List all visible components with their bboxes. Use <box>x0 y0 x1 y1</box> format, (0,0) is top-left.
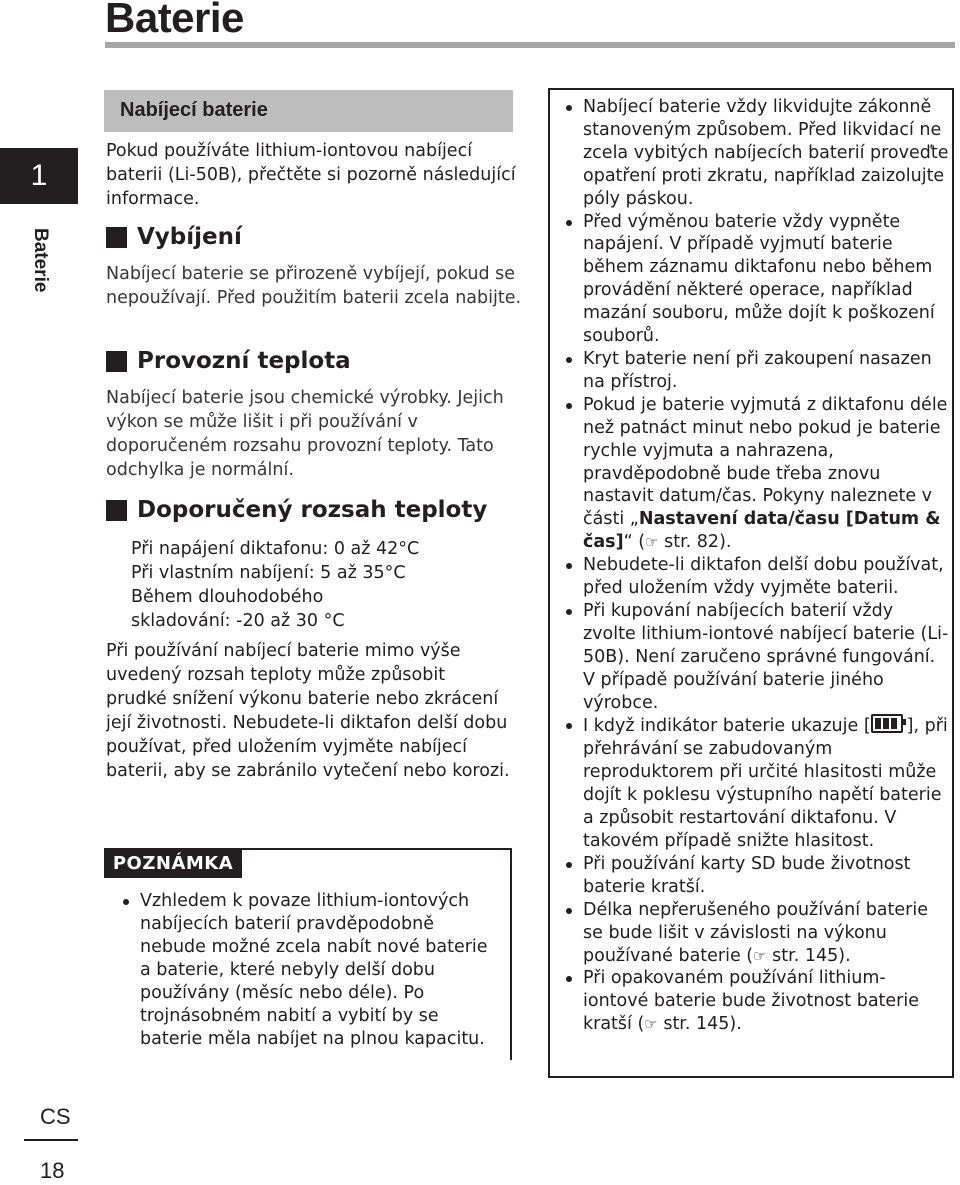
heading-recommended-range <box>106 497 487 523</box>
indicator-text-after: ], při přehrávání se zabudovaným reproduktorem při určité hlasitosti může dojít k poklesu výstupního napětí baterie a způsobit restartování diktafonu. V takovém případě snižte hlasitost. <box>583 716 948 851</box>
note-list <box>118 890 503 1051</box>
datetime-link-text: Nastavení data/času [Datum & čas] <box>583 509 941 553</box>
heading-recommended-range-text: Doporučený rozsah teploty <box>137 497 488 523</box>
range-line-charging: Při vlastním nabíjení: 5 až 35°C <box>131 563 406 583</box>
datetime-text: Pokud je baterie vyjmutá z diktafonu déle než patnáct minut nebo pokud je baterie rychle vyjmuta a nahrazena, pravděpodobně bude třeba znovu nastavit datum/čas. Pokyny naleznete v části „ <box>583 394 948 530</box>
page-reference-icon: ☞ <box>644 1015 658 1034</box>
heading-operating-temp <box>106 348 351 374</box>
page-reference-icon: ☞ <box>645 533 659 552</box>
indicator-text: I když indikátor baterie ukazuje [ <box>583 716 871 737</box>
range-line-storage-2: skladování: -20 až 30 °C <box>131 611 345 631</box>
list-item-purchase: Při kupování nabíjecích baterií vždy zvolte lithium-iontové nabíjecí baterie (Li-50B). Není zaručeno správné fungování. V případě používání baterie jiného výrobce. <box>561 600 949 715</box>
list-item-power-off: Před výměnou baterie vždy vypněte napájení. V případě vyjmutí baterie během záznamu diktafonu nebo během provádění některé operace, například mazání souboru, může dojít k poškození souborů. <box>561 211 949 348</box>
list-item-cover: Kryt baterie není při zakoupení nasazen na přístroj. <box>561 348 949 394</box>
list-item-long-storage: Nebudete-li diktafon delší dobu používat, před uložením vždy vyjměte baterii. <box>561 554 949 600</box>
section-title-bar <box>104 90 513 132</box>
duration-page-ref: str. 145). <box>772 945 851 966</box>
language-code: CS <box>40 1104 71 1129</box>
side-chapter-label: Baterie <box>30 228 51 293</box>
page-reference-icon: ☞ <box>753 946 767 965</box>
battery-full-icon <box>871 714 903 733</box>
range-warning-text: Při používání nabíjecí baterie mimo výše uvedený rozsah teploty může způsobit prudké snížení výkonu baterie nebo zkrácení její životnosti. Nebudete-li diktafon delší dobu používat, před uložením vyjměte nabíjecí baterii, aby se zabránilo vytečení nebo korozi. <box>106 641 510 781</box>
datetime-text-after: “ ( <box>623 532 646 553</box>
list-item-sd-card: Při používání karty SD bude životnost baterie kratší. <box>561 853 949 899</box>
list-item-disposal: Nabíjecí baterie vždy likvidujte zákonně stanoveným způsobem. Před likvidací ne zcela vybitých nabíjecích baterií proveďte opatření proti zkratu, například zaizolujte póly páskou. <box>561 96 949 211</box>
language-divider <box>24 1139 78 1141</box>
battery-notes-list <box>561 96 949 1036</box>
heading-operating-temp-text: Provozní teplota <box>137 348 351 374</box>
lifetime-text: Při opakovaném používání lithium-iontové baterie bude životnost baterie kratší ( <box>583 968 919 1035</box>
discharge-text: Nabíjecí baterie se přirozeně vybíjejí, pokud se nepoužívají. Před použitím baterii zcela nabijte. <box>106 264 522 308</box>
square-bullet-icon <box>106 500 127 521</box>
note-item: Vzhledem k povaze lithium-iontových nabíjecích baterií pravděpodobně nebude možné zcela nabít nové baterie a baterie, které nebyly delší dobu používány (měsíc nebo déle). Po trojnásobném nabití a vybití by se baterie měla nabíjet na plnou kapacitu. <box>118 890 503 1051</box>
datetime-page-ref: str. 82). <box>664 532 732 553</box>
title-rule <box>105 42 955 48</box>
note-label: POZNÁMKA <box>104 848 242 878</box>
square-bullet-icon <box>106 227 127 248</box>
list-item-lifetime <box>561 967 949 1036</box>
duration-text: Délka nepřerušeného používání baterie se bude lišit v závislosti na výkonu používané baterie ( <box>583 899 928 966</box>
list-item-duration <box>561 899 949 968</box>
intro-text: Pokud používáte lithium-iontovou nabíjecí baterii (Li-50B), přečtěte si pozorně následující informace. <box>106 141 516 209</box>
lifetime-page-ref: str. 145). <box>663 1014 742 1035</box>
heading-discharge <box>106 224 242 250</box>
range-line-powering: Při napájení diktafonu: 0 až 42°C <box>131 539 420 559</box>
list-item-datetime <box>561 394 949 554</box>
square-bullet-icon <box>106 351 127 372</box>
range-line-storage-1: Během dlouhodobého <box>131 587 324 607</box>
chapter-number: 1 <box>30 159 48 192</box>
section-title: Nabíjecí baterie <box>120 99 268 121</box>
page-number: 18 <box>40 1158 65 1183</box>
chapter-tab <box>0 148 78 204</box>
heading-discharge-text: Vybíjení <box>137 224 242 250</box>
list-item-indicator <box>561 714 949 852</box>
operating-temp-text: Nabíjecí baterie jsou chemické výrobky. Jejich výkon se může lišit i při používání v doporučeném rozsahu provozní teploty. Tato odchylka je normální. <box>106 388 504 480</box>
page-title: Baterie <box>105 0 244 41</box>
